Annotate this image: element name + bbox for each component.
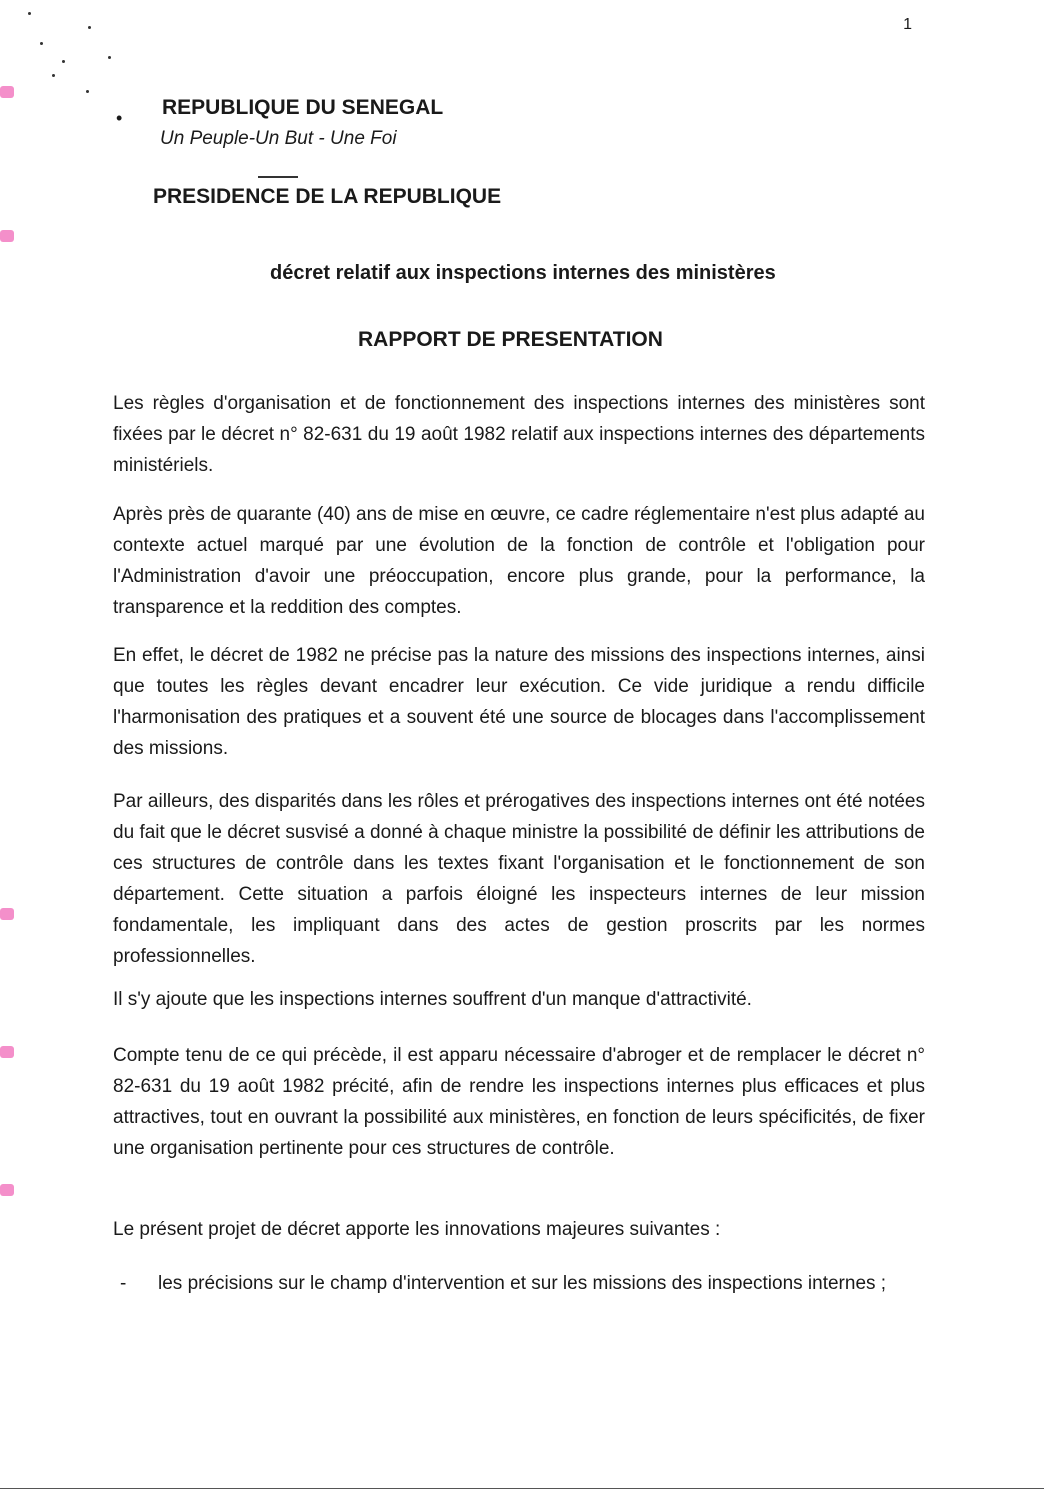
highlighter-mark (0, 230, 14, 242)
paragraph: Le présent projet de décret apporte les innovations majeures suivantes : (113, 1219, 721, 1240)
scan-speck (88, 26, 91, 29)
list-item-text: les précisions sur le champ d'intervention et sur les missions des inspections internes ; (158, 1273, 887, 1294)
presidence-heading: PRESIDENCE DE LA REPUBLIQUE (153, 185, 502, 208)
scan-speck (28, 12, 31, 15)
scan-speck (86, 90, 89, 93)
list-dash: - (120, 1273, 127, 1294)
paragraph: Après près de quarante (40) ans de mise en œuvre, ce cadre réglementaire n'est plus adapté au contexte actuel marqué par une évolution de la fonction de contrôle et l'obligation pour l'Administration d'avoir une préoccupation, encore plus grande, pour la performance, la transparence et la reddition des comptes. (113, 504, 925, 618)
republic-heading: REPUBLIQUE DU SENEGAL (162, 96, 444, 119)
highlighter-mark (0, 908, 14, 920)
paragraph: Il s'y ajoute que les inspections internes souffrent d'un manque d'attractivité. (113, 989, 752, 1010)
paragraph: Les règles d'organisation et de fonctionnement des inspections internes des ministères sont fixées par le décret n° 82-631 du 19 août 1982 relatif aux inspections internes des départements ministériels. (113, 393, 925, 476)
highlighter-mark (0, 86, 14, 98)
scan-speck (108, 56, 111, 59)
national-motto: Un Peuple-Un But - Une Foi (160, 128, 397, 149)
scan-speck (40, 42, 43, 45)
list-item (120, 1268, 928, 1299)
highlighter-mark (0, 1184, 14, 1196)
paragraph: Compte tenu de ce qui précède, il est apparu nécessaire d'abroger et de remplacer le décret n° 82-631 du 19 août 1982 précité, afin de rendre les inspections internes plus efficaces et plus attractives, tout en ouvrant la possibilité aux ministères, en fonction de leurs spécificités, de fixer une organisation pertinente pour ces structures de contrôle. (113, 1045, 925, 1159)
highlighter-mark (0, 1046, 14, 1058)
scan-speck (52, 74, 55, 77)
decree-title: décret relatif aux inspections internes des ministères (270, 262, 776, 284)
header-divider (258, 176, 298, 178)
paragraph: En effet, le décret de 1982 ne précise pas la nature des missions des inspections internes, ainsi que toutes les règles devant encadrer leur exécution. Ce vide juridique a rendu difficile l'harmonisation des pratiques et a souvent été une source de blocages dans l'accomplissement des missions. (113, 645, 925, 759)
report-title: RAPPORT DE PRESENTATION (358, 328, 663, 351)
header-bullet: • (116, 108, 123, 128)
scan-speck (62, 60, 65, 63)
paragraph: Par ailleurs, des disparités dans les rôles et prérogatives des inspections internes ont été notées du fait que le décret susvisé a donné à chaque ministre la possibilité de définir les attributions de ces structures de contrôle dans les textes fixant l'organisation et le fonctionnement de son département. Cette situation a parfois éloigné les inspecteurs internes de leur mission fondamentale, les impliquant dans des actes de gestion proscrits par les normes professionnelles. (113, 791, 925, 967)
page-number: 1 (903, 16, 912, 33)
page-bottom-edge (0, 1488, 1044, 1489)
